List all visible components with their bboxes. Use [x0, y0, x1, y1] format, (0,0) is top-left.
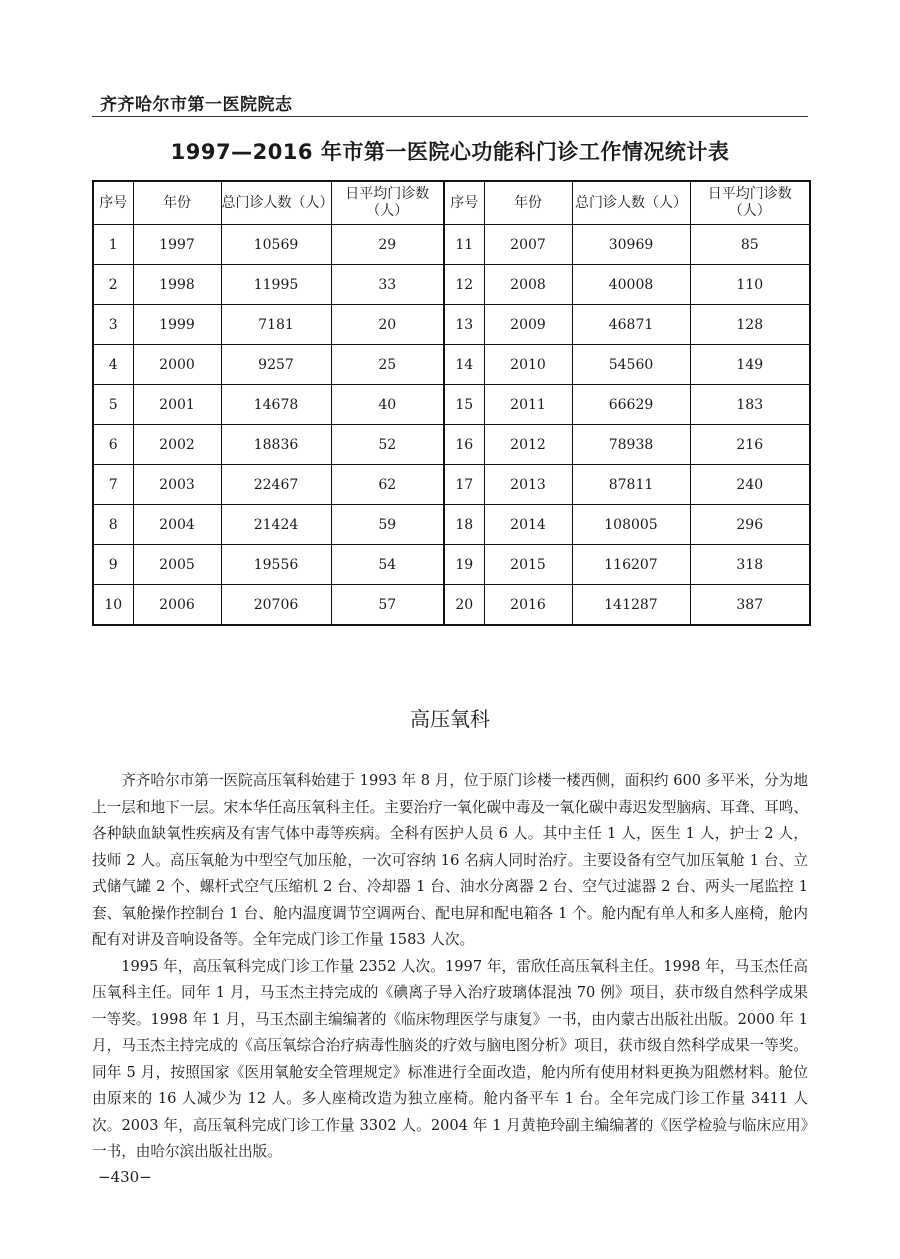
column-header: 序号	[93, 181, 133, 225]
table-cell: 1997	[133, 225, 221, 265]
table-cell: 8	[93, 505, 133, 545]
table-cell: 2008	[484, 265, 572, 305]
table-row	[93, 465, 810, 505]
table-cell: 296	[690, 505, 810, 545]
column-header: 日平均门诊数（人）	[690, 181, 810, 225]
table-cell: 2010	[484, 345, 572, 385]
statistics-table	[92, 180, 811, 626]
table-cell: 2013	[484, 465, 572, 505]
table-cell: 54	[331, 545, 444, 585]
table-cell: 13	[444, 305, 484, 345]
table-cell: 240	[690, 465, 810, 505]
table-cell: 14678	[221, 385, 331, 425]
table-cell: 78938	[572, 425, 690, 465]
table-cell: 2	[93, 265, 133, 305]
table-cell: 19556	[221, 545, 331, 585]
running-header: 齐齐哈尔市第一医院院志	[100, 95, 293, 115]
table-cell: 11995	[221, 265, 331, 305]
table-header-row	[93, 181, 810, 225]
table-cell: 52	[331, 425, 444, 465]
table-cell: 2016	[484, 585, 572, 626]
table-cell: 2015	[484, 545, 572, 585]
table-row	[93, 225, 810, 265]
table-cell: 29	[331, 225, 444, 265]
table-cell: 2007	[484, 225, 572, 265]
table-cell: 20	[444, 585, 484, 626]
table-cell: 25	[331, 345, 444, 385]
table-cell: 128	[690, 305, 810, 345]
table-cell: 387	[690, 585, 810, 626]
table-cell: 14	[444, 345, 484, 385]
table-cell: 9257	[221, 345, 331, 385]
paragraph: 齐齐哈尔市第一医院高压氧科始建于 1993 年 8 月，位于原门诊楼一楼西侧，面积约 600 多平米，分为地上一层和地下一层。宋本华任高压氧科主任。主要治疗一氧化碳中毒及一氧化碳中毒迟发型脑病、耳聋、耳鸣、各种缺血缺氧性疾病及有害气体中毒等疾病。全科有医护人员 6 人。其中主任 1 人，医生 1 人，护士 2 人，技师 2 人。高压氧舱为中型空气加压舱，一次可容纳 16 名病人同时治疗。主要设备有空气加压氧舱 1 台、立式储气罐 2 个、螺杆式空气压缩机 2 台、冷却器 1 台、油水分离器 2 台、空气过滤器 2 台、两头一尾监控 1 套、氧舱操作控制台 1 台、舱内温度调节空调两台、配电屏和配电箱各 1 个。舱内配有单人和多人座椅，舱内配有对讲及音响设备等。全年完成门诊工作量 1583 人次。	[92, 772, 808, 948]
table-cell: 20706	[221, 585, 331, 626]
table-cell: 40008	[572, 265, 690, 305]
table-cell: 85	[690, 225, 810, 265]
table-cell: 4	[93, 345, 133, 385]
table-cell: 87811	[572, 465, 690, 505]
table-cell: 2001	[133, 385, 221, 425]
table-cell: 2002	[133, 425, 221, 465]
table-cell: 2011	[484, 385, 572, 425]
table-cell: 2012	[484, 425, 572, 465]
table-cell: 149	[690, 345, 810, 385]
table-cell: 2006	[133, 585, 221, 626]
column-header: 总门诊人数（人）	[221, 181, 331, 225]
column-header: 年份	[133, 181, 221, 225]
table-cell: 1998	[133, 265, 221, 305]
table-cell: 6	[93, 425, 133, 465]
column-header: 总门诊人数（人）	[572, 181, 690, 225]
table-cell: 40	[331, 385, 444, 425]
page-number: −430−	[98, 1168, 152, 1186]
table-cell: 141287	[572, 585, 690, 626]
table-cell: 3	[93, 305, 133, 345]
table-cell: 2014	[484, 505, 572, 545]
table-cell: 1999	[133, 305, 221, 345]
table-row	[93, 585, 810, 626]
table-cell: 2000	[133, 345, 221, 385]
table-cell: 33	[331, 265, 444, 305]
paragraph: 1995 年，高压氧科完成门诊工作量 2352 人次。1997 年，雷欣任高压氧科主任。1998 年，马玉杰任高压氧科主任。同年 1 月，马玉杰主持完成的《碘离子导入治疗玻璃体混浊 70 例》项目，获市级自然科学成果一等奖。1998 年 1 月，马玉杰副主编编著的《临床物理医学与康复》一书，由内蒙古出版社出版。2000 年 1 月，马玉杰主持完成的《高压氧综合治疗病毒性脑炎的疗效与脑电图分析》项目，获市级自然科学成果一等奖。同年 5 月，按照国家《医用氧舱安全管理规定》标准进行全面改造，舱内所有使用材料更换为阻燃材料。舱位由原来的 16 人减少为 12 人。多人座椅改造为独立座椅。舱内备平车 1 台。全年完成门诊工作量 3411 人次。2003 年，高压氧科完成门诊工作量 3302 人。2004 年 1 月黄艳玲副主编编著的《医学检验与临床应用》一书，由哈尔滨出版社出版。	[92, 957, 808, 1160]
table-cell: 1	[93, 225, 133, 265]
table-cell: 2009	[484, 305, 572, 345]
table-cell: 59	[331, 505, 444, 545]
table-cell: 183	[690, 385, 810, 425]
table-cell: 9	[93, 545, 133, 585]
table-row	[93, 265, 810, 305]
table-row	[93, 545, 810, 585]
table-cell: 18836	[221, 425, 331, 465]
table-row	[93, 345, 810, 385]
column-header: 年份	[484, 181, 572, 225]
table-title: 1997—2016 年市第一医院心功能科门诊工作情况统计表	[170, 140, 730, 164]
table-cell: 7181	[221, 305, 331, 345]
table-cell: 16	[444, 425, 484, 465]
table-cell: 5	[93, 385, 133, 425]
table-cell: 11	[444, 225, 484, 265]
table-cell: 19	[444, 545, 484, 585]
table-cell: 12	[444, 265, 484, 305]
table-cell: 22467	[221, 465, 331, 505]
table-cell: 17	[444, 465, 484, 505]
table-cell: 20	[331, 305, 444, 345]
table-cell: 30969	[572, 225, 690, 265]
table-row	[93, 505, 810, 545]
table-cell: 116207	[572, 545, 690, 585]
table-row	[93, 385, 810, 425]
table-cell: 15	[444, 385, 484, 425]
table-cell: 62	[331, 465, 444, 505]
section-body	[92, 768, 808, 1166]
table-cell: 54560	[572, 345, 690, 385]
table-cell: 2004	[133, 505, 221, 545]
section-title: 高压氧科	[410, 707, 490, 731]
table-cell: 108005	[572, 505, 690, 545]
table-cell: 10569	[221, 225, 331, 265]
table-cell: 216	[690, 425, 810, 465]
table-cell: 46871	[572, 305, 690, 345]
table-cell: 110	[690, 265, 810, 305]
table-cell: 18	[444, 505, 484, 545]
column-header: 序号	[444, 181, 484, 225]
column-header: 日平均门诊数（人）	[331, 181, 444, 225]
table-cell: 66629	[572, 385, 690, 425]
header-rule	[92, 116, 808, 117]
table-cell: 10	[93, 585, 133, 626]
table-cell: 7	[93, 465, 133, 505]
table-row	[93, 305, 810, 345]
table-cell: 2003	[133, 465, 221, 505]
table-cell: 57	[331, 585, 444, 626]
table-cell: 318	[690, 545, 810, 585]
table-row	[93, 425, 810, 465]
table-cell: 21424	[221, 505, 331, 545]
table-cell: 2005	[133, 545, 221, 585]
